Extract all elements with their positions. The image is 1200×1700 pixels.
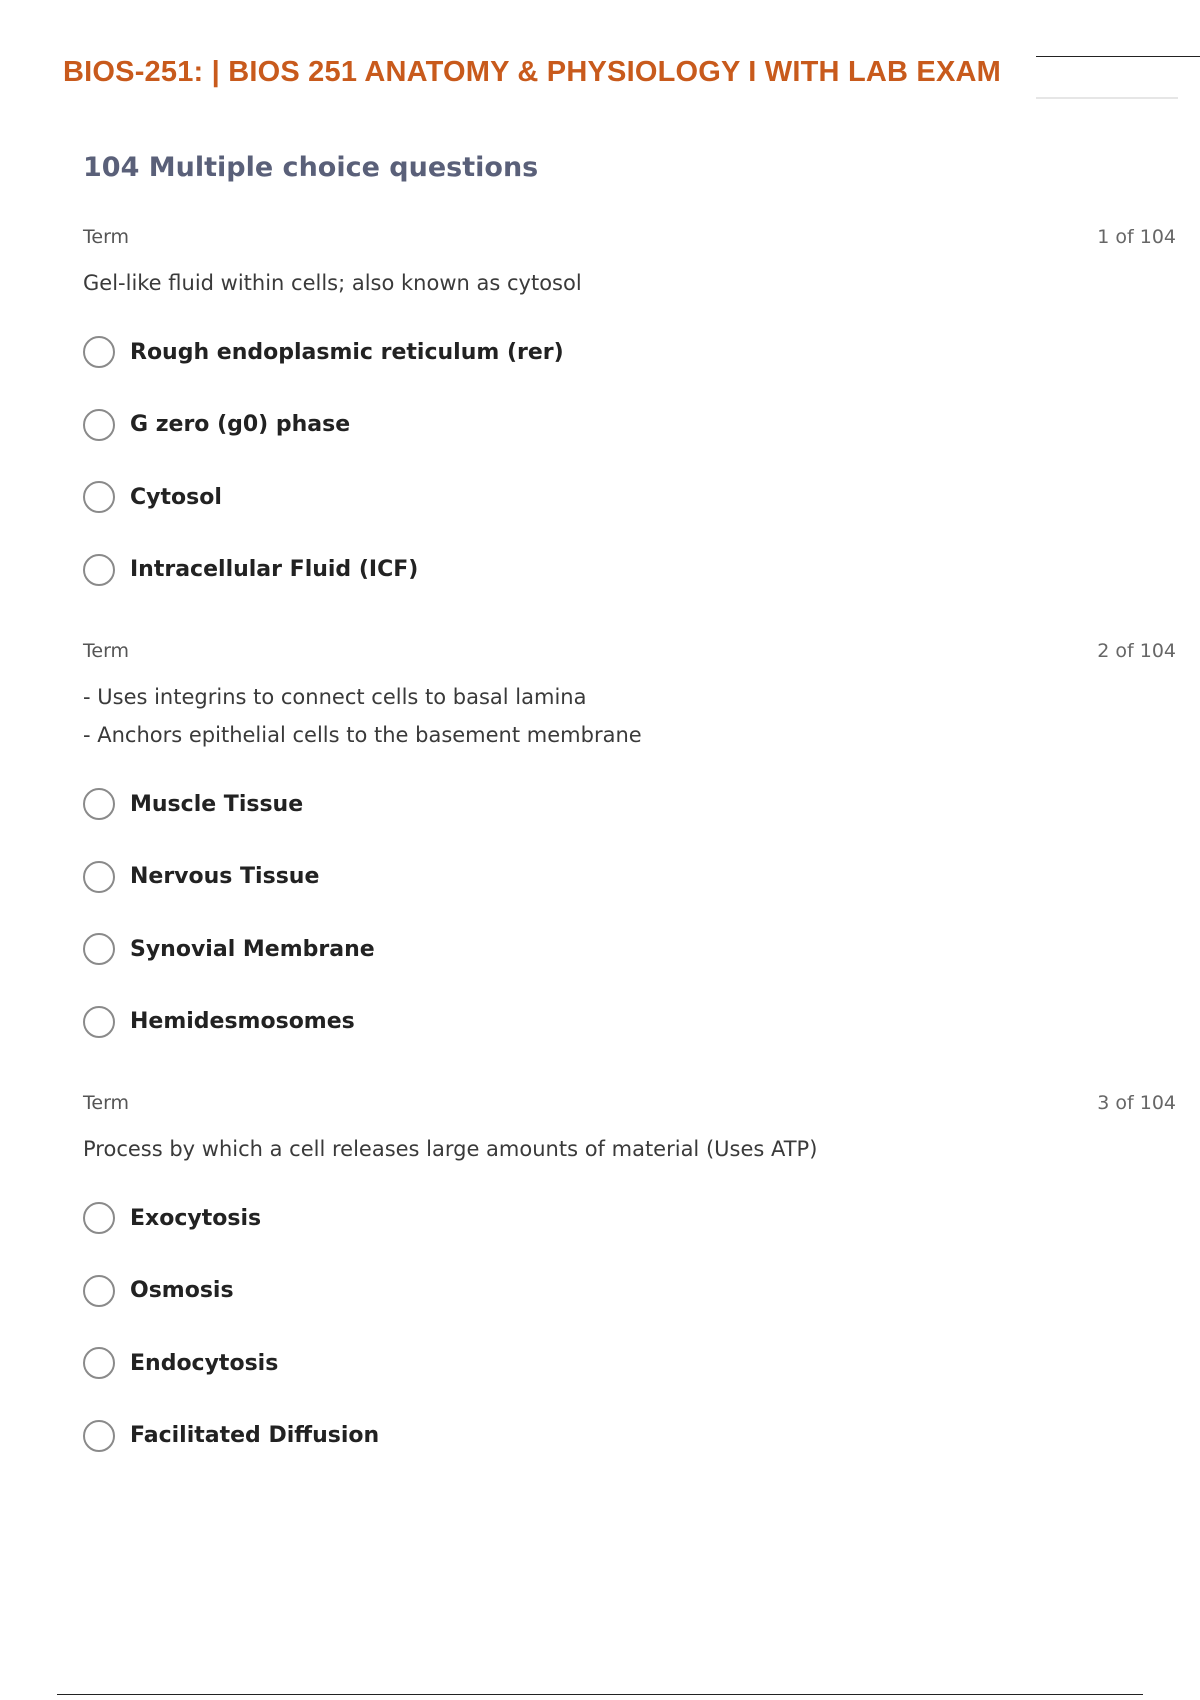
answer-options: [83, 1182, 1176, 1472]
radio-button[interactable]: [83, 1420, 115, 1452]
radio-button[interactable]: [83, 861, 115, 893]
answer-option[interactable]: [83, 768, 1176, 841]
option-label: Synovial Membrane: [130, 936, 375, 962]
option-label: Nervous Tissue: [130, 864, 320, 890]
header-divider: [1036, 56, 1200, 57]
radio-button[interactable]: [83, 1006, 115, 1038]
question-counter: 1 of 104: [1097, 226, 1176, 248]
radio-button[interactable]: [83, 1347, 115, 1379]
answer-option[interactable]: [83, 1400, 1176, 1473]
question-card: [83, 226, 1176, 606]
term-label: Term: [83, 1092, 130, 1114]
question-list: [83, 226, 1176, 1506]
answer-options: [83, 316, 1176, 606]
page-title: BIOS-251: | BIOS 251 ANATOMY & PHYSIOLOGY I WITH LAB EXAM: [63, 56, 1001, 88]
option-label: Endocytosis: [130, 1350, 279, 1376]
page-header: [63, 52, 1178, 98]
question-header: [83, 226, 1176, 252]
option-label: Hemidesmosomes: [130, 1009, 355, 1035]
radio-button[interactable]: [83, 336, 115, 368]
answer-option[interactable]: [83, 389, 1176, 462]
prompt-line: Process by which a cell releases large amounts of material (Uses ATP): [83, 1137, 818, 1161]
radio-button[interactable]: [83, 1202, 115, 1234]
term-label: Term: [83, 640, 130, 662]
option-label: Muscle Tissue: [130, 791, 304, 817]
answer-option[interactable]: [83, 461, 1176, 534]
question-prompt: [83, 264, 1176, 302]
radio-button[interactable]: [83, 933, 115, 965]
option-label: Cytosol: [130, 484, 222, 510]
radio-button[interactable]: [83, 1275, 115, 1307]
option-label: G zero (g0) phase: [130, 412, 351, 438]
radio-button[interactable]: [83, 788, 115, 820]
question-counter: 3 of 104: [1097, 1092, 1176, 1114]
prompt-line: - Anchors epithelial cells to the basement membrane: [83, 723, 642, 747]
question-card: [83, 640, 1176, 1058]
answer-option[interactable]: [83, 841, 1176, 914]
prompt-line: - Uses integrins to connect cells to basal lamina: [83, 685, 587, 709]
header-underline: [1036, 97, 1178, 99]
option-label: Exocytosis: [130, 1205, 262, 1231]
answer-options: [83, 768, 1176, 1058]
question-header: [83, 1092, 1176, 1118]
answer-option[interactable]: [83, 986, 1176, 1059]
question-card: [83, 1092, 1176, 1472]
answer-option[interactable]: [83, 913, 1176, 986]
answer-option[interactable]: [83, 534, 1176, 607]
section-heading: 104 Multiple choice questions: [83, 152, 539, 183]
radio-button[interactable]: [83, 554, 115, 586]
option-label: Osmosis: [130, 1278, 234, 1304]
option-label: Rough endoplasmic reticulum (rer): [130, 339, 564, 365]
answer-option[interactable]: [83, 316, 1176, 389]
question-header: [83, 640, 1176, 666]
footer-divider: [57, 1694, 1143, 1695]
option-label: Intracellular Fluid (ICF): [130, 557, 419, 583]
term-label: Term: [83, 226, 130, 248]
question-counter: 2 of 104: [1097, 640, 1176, 662]
answer-option[interactable]: [83, 1327, 1176, 1400]
radio-button[interactable]: [83, 481, 115, 513]
question-prompt: [83, 678, 1176, 754]
option-label: Facilitated Diffusion: [130, 1423, 380, 1449]
question-prompt: [83, 1130, 1176, 1168]
answer-option[interactable]: [83, 1182, 1176, 1255]
answer-option[interactable]: [83, 1255, 1176, 1328]
prompt-line: Gel-like fluid within cells; also known as cytosol: [83, 271, 582, 295]
radio-button[interactable]: [83, 409, 115, 441]
